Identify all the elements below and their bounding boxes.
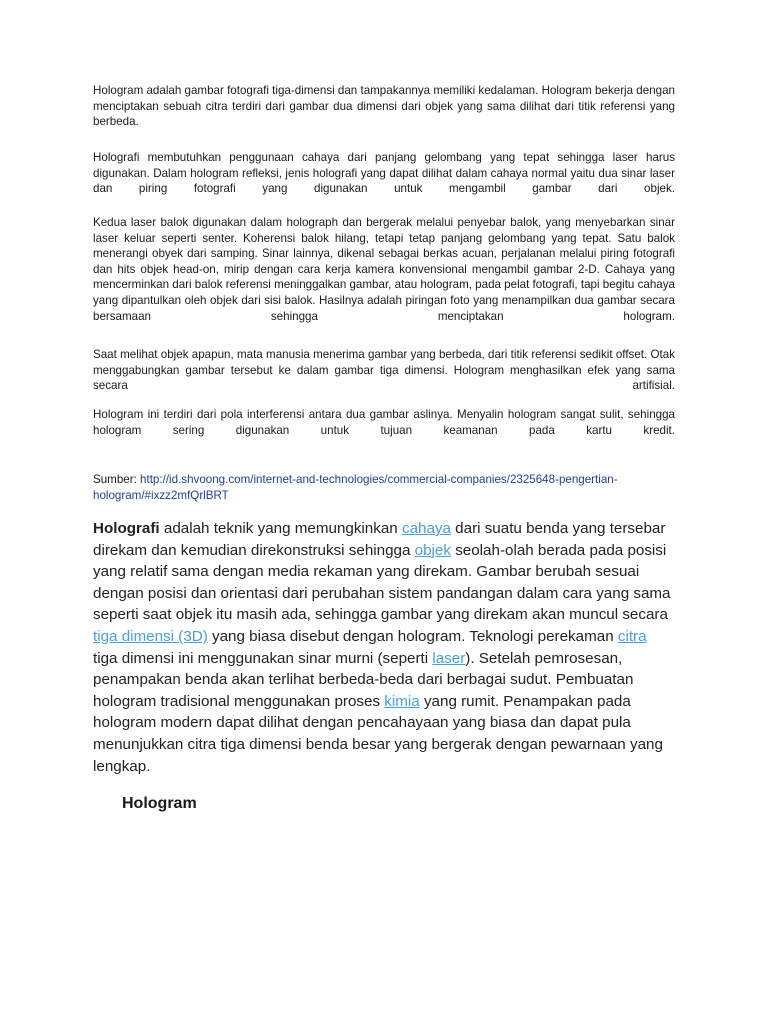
link-objek[interactable]: objek	[414, 541, 451, 559]
paragraph-interference: Hologram ini terdiri dari pola interferensi antara dua gambar aslinya. Menyalin hologram sangat sulit, sehingga hologram sering digunakan untuk tujuan keamanan pada kartu kredit.	[93, 408, 675, 437]
source-label: Sumber:	[93, 473, 141, 486]
link-laser[interactable]: laser	[432, 649, 466, 667]
holografi-paragraph	[93, 518, 675, 777]
link-kimia[interactable]: kimia	[384, 692, 420, 710]
source-link[interactable]: http://id.shvoong.com/internet-and-technologies/commercial-companies/2325648-pengertian-hologram/#ixzz2mfQrlBRT	[93, 473, 618, 502]
paragraph-human-eye: Saat melihat objek apapun, mata manusia menerima gambar yang berbeda, dari titik referensi sedikit offset. Otak menggabungkan gambar tersebut ke dalam gambar tiga dimensi. Hologram menghasilkan efek yang sama secara artifisial.	[93, 348, 675, 393]
holografi-text-7: yang rumit. Penampakan pada hologram modern dapat dilihat dengan pencahayaan yang biasa dan dapat pula menunjukkan citra tiga dimensi benda besar yang bergerak dengan pewarnaan yang lengkap.	[93, 692, 663, 775]
paragraph-laser-beams: Kedua laser balok digunakan dalam holograph dan bergerak melalui penyebar balok, yang menyebarkan sinar laser keluar seperti senter. Koherensi balok hilang, tetapi tetap panjang gelombang yang tepat. Satu balok menerangi obyek dari samping. Sinar lainnya, dikenal sebagai berkas acuan, perjalanan melalui piring fotografi dan hits objek head-on, mirip dengan cara kerja kamera konvensional mengambil gambar 2-D. Cahaya yang mencerminkan dari balok referensi meninggalkan gambar, atau hologram, pada pelat fotografi, tapi begitu cahaya yang dipantulkan oleh objek dari sisi balok. Hasilnya adalah piringan foto yang menampilkan dua gambar secara bersamaan sehingga menciptakan hologram.	[93, 216, 675, 323]
paragraph-holografi-laser: Holografi membutuhkan penggunaan cahaya dari panjang gelombang yang tepat sehingga laser harus digunakan. Dalam hologram refleksi, jenis holografi yang dapat dilihat dalam cahaya normal yaitu dua sinar laser dan piring fotografi yang digunakan untuk mengambil gambar dari objek.	[93, 151, 675, 196]
paragraph-hologram-intro: Hologram adalah gambar fotografi tiga-dimensi dan tampakannya memiliki kedalaman. Hologram bekerja dengan menciptakan sebuah citra terdiri dari gambar dua dimensi dari objek yang sama dilihat dari titik referensi yang berbeda.	[93, 84, 675, 129]
link-tiga-dimensi[interactable]: tiga dimensi (3D)	[93, 627, 208, 645]
holografi-text-4: yang biasa disebut dengan hologram. Teknologi perekaman	[207, 627, 618, 645]
holografi-text-5: tiga dimensi ini menggunakan sinar murni (seperti	[93, 649, 433, 667]
holografi-text-2: dari suatu benda yang tersebar direkam dan kemudian direkonstruksi sehingga	[93, 520, 666, 559]
holografi-text-3: seolah-olah berada pada posisi yang relatif sama dengan media rekaman yang direkam. Gambar berubah sesuai dengan posisi dan orientasi dari perubahan sistem pandangan dalam cara yang sama seperti saat objek itu masih ada, sehingga gambar yang direkam akan muncul secara	[93, 541, 671, 624]
holografi-term: Holografi	[93, 520, 160, 537]
holografi-text-1: adalah teknik yang memungkinkan	[159, 520, 402, 537]
link-cahaya[interactable]: cahaya	[401, 520, 451, 537]
link-citra[interactable]: citra	[617, 627, 647, 645]
source-citation	[93, 472, 675, 503]
section-heading-hologram: Hologram	[122, 795, 197, 812]
holografi-text-6: ). Setelah pemrosesan, penampakan benda akan terlihat berbeda-beda dari berbagai sudut. Pembuatan hologram tradisional menggunakan proses	[93, 649, 634, 710]
